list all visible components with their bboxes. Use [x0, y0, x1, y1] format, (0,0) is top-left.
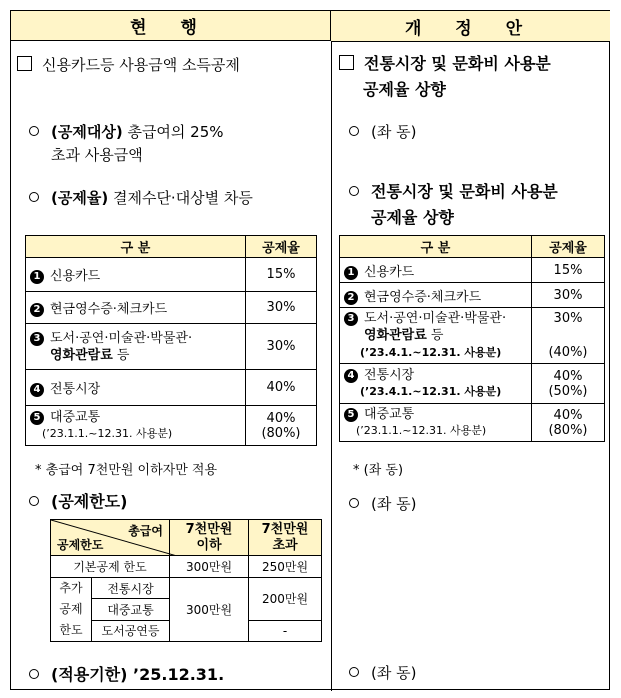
same-text: (좌 동) [371, 123, 417, 141]
number-5-icon: 5 [344, 408, 358, 422]
row-name-2: 영화관람료 [364, 328, 427, 343]
row-name: 대중교통 [50, 409, 101, 425]
extra-label-2: 공제 [59, 602, 83, 616]
table-row [26, 370, 317, 406]
row-sub: (’23.4.1.~12.31. 사용분) [360, 384, 502, 398]
right-title-line-1: 전통시장 및 문화비 사용분 [364, 54, 551, 73]
row-name: 도서·공연·미술관·박물관· [50, 330, 193, 346]
number-1-icon: 1 [30, 270, 44, 284]
row-name-suffix: 등 [112, 347, 130, 363]
row-rate: 15% [246, 258, 317, 292]
circle-bullet-icon [349, 498, 359, 508]
number-3-icon: 3 [344, 312, 358, 326]
row-rate-2: (80%) [548, 422, 588, 438]
left-title-text: 신용카드등 사용금액 소득공제 [42, 56, 240, 74]
basic-limit-label: 기본공제 한도 [51, 556, 170, 578]
row-sub: (’23.4.1.~12.31. 사용분) [360, 346, 502, 359]
table-row [26, 258, 317, 292]
limit-label: (공제한도) [51, 492, 128, 511]
row-rate-2: (80%) [261, 425, 301, 441]
number-4-icon: 4 [344, 369, 358, 383]
right-footnote: * (좌 동) [353, 463, 404, 478]
circle-bullet-icon [29, 192, 39, 202]
col2-line-2: 초과 [272, 537, 298, 553]
expiry-item [29, 662, 224, 688]
row-rate: 30% [246, 292, 317, 324]
header-revised: 개 정 안 [331, 11, 610, 42]
circle-bullet-icon [349, 667, 359, 677]
col-header-category: 구 분 [340, 236, 532, 258]
extra-limit-v2: 200만원 [249, 578, 322, 621]
number-3-icon: 3 [30, 332, 44, 346]
row-name: 전통시장 [364, 367, 415, 383]
row-rate: 30% [553, 311, 583, 326]
circle-bullet-icon [349, 186, 359, 196]
row-rate: 40% [266, 410, 296, 426]
rate-item [29, 187, 253, 209]
right-same-2 [349, 493, 416, 515]
row-sub: (’23.1.1.~12.31. 사용분) [42, 426, 173, 440]
row-name: 현금영수증·체크카드 [364, 289, 482, 305]
right-same-3 [349, 662, 416, 684]
rate-label: (공제율) [51, 189, 109, 207]
number-4-icon: 4 [30, 383, 44, 397]
circle-bullet-icon [29, 669, 39, 679]
row-rate: 40% [246, 370, 317, 406]
col-header-category: 구 분 [26, 236, 246, 258]
table-row [26, 292, 317, 324]
col2-line-1: 7천만원 [261, 521, 309, 537]
left-title [17, 54, 240, 76]
basic-limit-v1: 300만원 [170, 556, 249, 578]
right-subtitle-line-1: 전통시장 및 문화비 사용분 [371, 182, 558, 201]
row-name-suffix: 등 [426, 328, 444, 343]
number-2-icon: 2 [30, 303, 44, 317]
col-header-rate: 공제율 [532, 236, 605, 258]
target-text-1: 총급여의 25% [127, 123, 224, 141]
rate-text: 결제수단·대상별 차등 [112, 189, 253, 207]
col-under-70m [170, 520, 249, 556]
same-text: (좌 동) [371, 664, 417, 682]
row-rate: 40% [553, 407, 583, 423]
right-subtitle [349, 179, 558, 205]
comparison-table [10, 10, 610, 690]
corner-top-label: 총급여 [128, 524, 163, 538]
limit-corner-cell [51, 520, 170, 556]
row-rate: 30% [532, 283, 605, 308]
col1-line-1: 7천만원 [185, 521, 233, 537]
extra-limit-v1: 300만원 [170, 578, 249, 642]
corner-bottom-label: 공제한도 [57, 538, 104, 552]
row-name: 현금영수증·체크카드 [50, 302, 168, 317]
expiry-label: (적용기한) [51, 665, 128, 684]
circle-bullet-icon [29, 126, 39, 136]
right-title-line-2: 공제율 상향 [363, 80, 446, 99]
row-sub: (’23.1.1.~12.31. 사용분) [356, 423, 487, 437]
table-row [340, 404, 605, 442]
col-over-70m [249, 520, 322, 556]
same-text: (좌 동) [371, 495, 417, 513]
extra-item: 대중교통 [92, 599, 170, 620]
limit-item [29, 489, 127, 515]
col1-line-2: 이하 [196, 537, 222, 553]
table-row [340, 258, 605, 283]
extra-dash: - [249, 620, 322, 641]
row-rate-2: (50%) [548, 383, 588, 399]
row-rate-2: (40%) [548, 345, 588, 360]
row-name: 신용카드 [50, 269, 101, 284]
number-1-icon: 1 [344, 266, 358, 280]
row-name: 신용카드 [364, 264, 415, 280]
row-rate: 15% [532, 258, 605, 283]
right-rate-table [339, 235, 605, 442]
extra-label-3: 한도 [59, 623, 83, 637]
extra-item: 도서공연등 [92, 620, 170, 641]
checkbox-icon [339, 55, 354, 70]
target-label: (공제대상) [51, 123, 123, 141]
row-name: 전통시장 [50, 382, 101, 397]
table-row [51, 556, 322, 578]
row-rate: 40% [553, 368, 583, 384]
right-same-1 [349, 121, 416, 143]
target-item [29, 121, 224, 143]
col-header-rate: 공제율 [246, 236, 317, 258]
number-5-icon: 5 [30, 411, 44, 425]
table-row [26, 324, 317, 370]
checkbox-icon [17, 56, 32, 71]
header-current: 현 행 [11, 11, 331, 41]
right-subtitle-line-2: 공제율 상향 [371, 208, 454, 227]
table-row [340, 308, 605, 364]
row-name-2: 영화관람료 [50, 347, 113, 363]
limit-table [50, 519, 322, 642]
target-text-2: 초과 사용금액 [51, 146, 143, 164]
right-title [339, 51, 551, 77]
column-divider [331, 41, 332, 691]
row-name: 도서·공연·미술관·박물관· [364, 311, 507, 326]
circle-bullet-icon [29, 496, 39, 506]
table-row [340, 364, 605, 404]
circle-bullet-icon [349, 126, 359, 136]
left-footnote: * 총급여 7천만원 이하자만 적용 [35, 463, 217, 478]
table-row [26, 406, 317, 446]
extra-label-1: 추가 [59, 581, 83, 595]
table-row [51, 578, 322, 599]
left-rate-table [25, 235, 317, 446]
extra-item: 전통시장 [92, 578, 170, 599]
basic-limit-v2: 250만원 [249, 556, 322, 578]
row-rate: 30% [246, 324, 317, 370]
number-2-icon: 2 [344, 291, 358, 305]
expiry-value: ’25.12.31. [133, 665, 225, 684]
row-name: 대중교통 [364, 406, 415, 422]
table-row [340, 283, 605, 308]
